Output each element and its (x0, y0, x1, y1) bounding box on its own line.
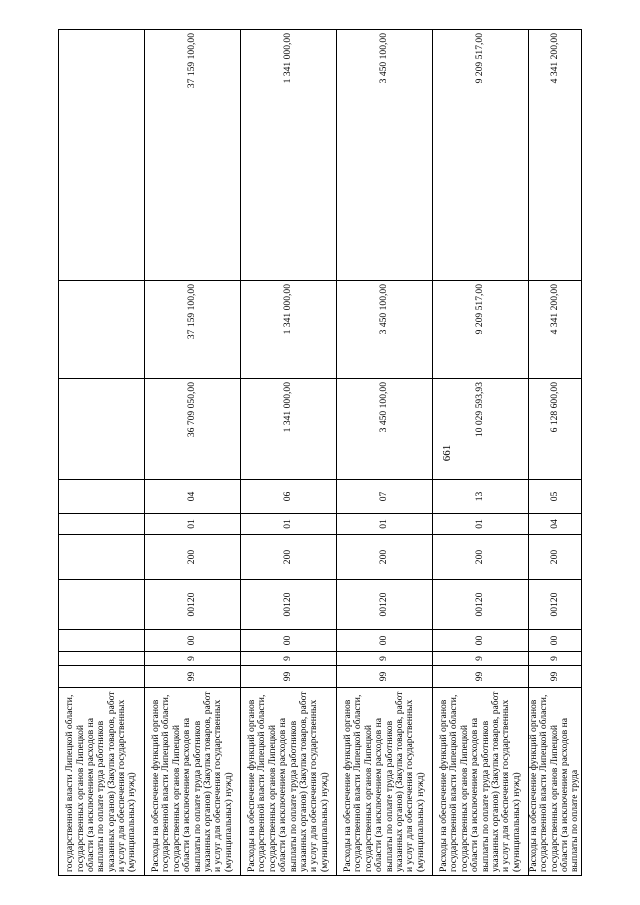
amount-year-3: 9 209 517,00 (433, 30, 529, 281)
amount-year-3: 1 341 000,00 (241, 30, 337, 281)
code-subprogram: 9 (145, 652, 241, 666)
amount-year-3 (59, 30, 145, 281)
amount-year-2 (59, 281, 145, 379)
code-expense-type: 200 (529, 535, 582, 580)
code-program: 99 (241, 666, 337, 688)
table-container (58, 30, 581, 876)
amount-year-3: 37 159 100,00 (145, 30, 241, 281)
code-subsection: 05 (529, 480, 582, 514)
row-description: государственной власти Липецкой области, государственных органов Липецкой области (за исключением расходов на выплаты по оплате труда работников указанных органов) (Закупка товаров, работ и услуг для обеспечения государственных (муниципальных) нужд) (59, 688, 145, 876)
code-program (59, 666, 145, 688)
code-subsection: 06 (241, 480, 337, 514)
code-subsection: 07 (337, 480, 433, 514)
code-direction (59, 580, 145, 630)
table-row (529, 30, 582, 876)
code-direction: 00120 (433, 580, 529, 630)
amount-year-1 (59, 379, 145, 480)
code-subprogram (59, 652, 145, 666)
code-subprogram: 9 (433, 652, 529, 666)
code-main-event: 00 (433, 630, 529, 652)
code-program: 99 (529, 666, 582, 688)
code-section (59, 514, 145, 535)
code-expense-type: 200 (241, 535, 337, 580)
code-subsection: 04 (145, 480, 241, 514)
code-subprogram: 9 (337, 652, 433, 666)
code-subprogram: 9 (241, 652, 337, 666)
code-subsection (59, 480, 145, 514)
amount-year-2: 3 450 100,00 (337, 281, 433, 379)
code-expense-type: 200 (145, 535, 241, 580)
code-section: 01 (241, 514, 337, 535)
code-program: 99 (145, 666, 241, 688)
amount-year-2: 4 341 200,00 (529, 281, 582, 379)
code-direction: 00120 (241, 580, 337, 630)
code-program: 99 (433, 666, 529, 688)
code-main-event: 00 (337, 630, 433, 652)
code-section: 04 (529, 514, 582, 535)
code-subprogram: 9 (529, 652, 582, 666)
amount-year-2: 9 209 517,00 (433, 281, 529, 379)
code-section: 01 (145, 514, 241, 535)
row-description: Расходы на обеспечение функций органов государственной власти Липецкой области, государственных органов Липецкой области (за исключением расходов на выплаты по оплате труда работников указанных органов) (Закупка товаров, работ и услуг для обеспечения государственных (муниципальных) нужд) (433, 688, 529, 876)
row-description: Расходы на обеспечение функций органов государственной власти Липецкой области, государственных органов Липецкой области (за исключением расходов на выплаты по оплате труда работников указанных органов) (Закупка товаров, работ и услуг для обеспечения государственных (муниципальных) нужд) (337, 688, 433, 876)
table-row (145, 30, 241, 876)
code-main-event: 00 (241, 630, 337, 652)
code-main-event: 00 (145, 630, 241, 652)
page-number: 661 (441, 444, 453, 462)
code-expense-type: 200 (433, 535, 529, 580)
amount-year-1: 10 029 593,93 (433, 379, 529, 480)
table-row (433, 30, 529, 876)
amount-year-2: 1 341 000,00 (241, 281, 337, 379)
code-main-event: 00 (529, 630, 582, 652)
code-expense-type: 200 (337, 535, 433, 580)
amount-year-1: 36 709 050,00 (145, 379, 241, 480)
row-description: Расходы на обеспечение функций органов государственной власти Липецкой области, государственных органов Липецкой области (за исключением расходов на выплаты по оплате труда работников указанных органов) (Закупка товаров, работ и услуг для обеспечения государственных (муниципальных) нужд) (145, 688, 241, 876)
table-row (337, 30, 433, 876)
code-subsection: 13 (433, 480, 529, 514)
amount-year-1: 1 341 000,00 (241, 379, 337, 480)
amount-year-1: 6 128 600,00 (529, 379, 582, 480)
code-section: 01 (337, 514, 433, 535)
amount-year-2: 37 159 100,00 (145, 281, 241, 379)
code-direction: 00120 (145, 580, 241, 630)
amount-year-3: 4 341 200,00 (529, 30, 582, 281)
amount-year-3: 3 450 100,00 (337, 30, 433, 281)
code-expense-type (59, 535, 145, 580)
table-row (241, 30, 337, 876)
budget-table (58, 29, 582, 876)
code-direction: 00120 (529, 580, 582, 630)
code-program: 99 (337, 666, 433, 688)
code-direction: 00120 (337, 580, 433, 630)
code-main-event (59, 630, 145, 652)
table-row (59, 30, 145, 876)
code-section: 01 (433, 514, 529, 535)
amount-year-1: 3 450 100,00 (337, 379, 433, 480)
row-description: Расходы на обеспечение функций органов государственной власти Липецкой области, государственных органов Липецкой области (за исключением расходов на выплаты по оплате труда (529, 688, 582, 876)
row-description: Расходы на обеспечение функций органов государственной власти Липецкой области, государственных органов Липецкой области (за исключением расходов на выплаты по оплате труда работников указанных органов) (Закупка товаров, работ и услуг для обеспечения государственных (муниципальных) нужд) (241, 688, 337, 876)
